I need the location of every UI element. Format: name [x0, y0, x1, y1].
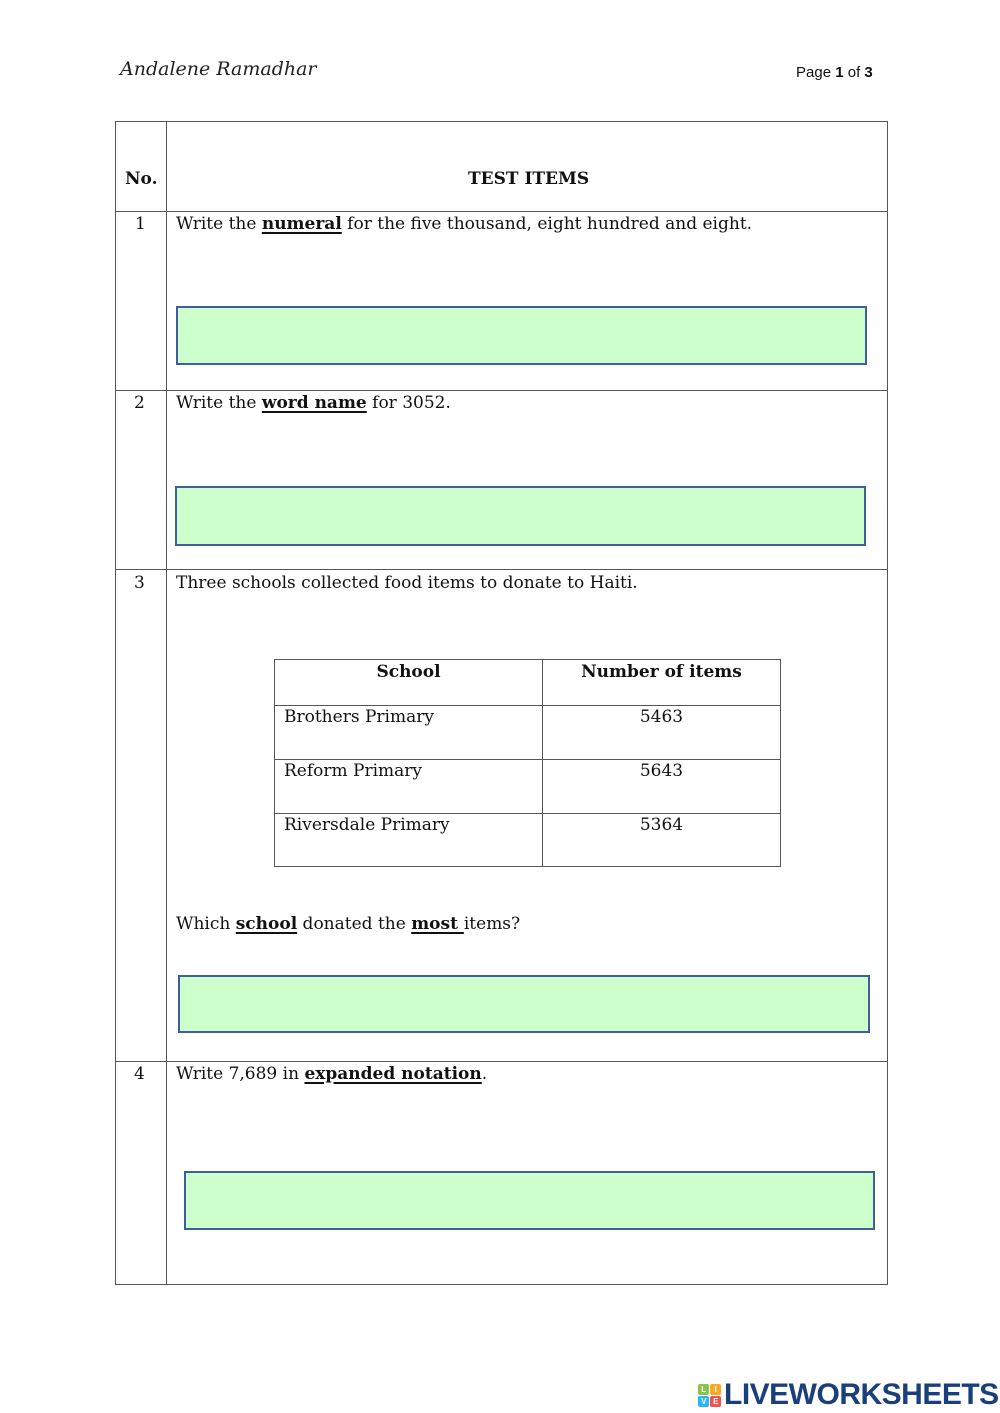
item-number: 1 — [135, 214, 146, 234]
school-header: School — [376, 662, 441, 682]
col-header-items: TEST ITEMS — [468, 169, 590, 189]
answer-input-4[interactable] — [184, 1171, 875, 1230]
question-1: Write the numeral for the five thousand, eight hundred and eight. — [176, 214, 753, 234]
logo-block: E — [710, 1396, 721, 1407]
logo-blocks-icon — [698, 1384, 721, 1407]
logo-text: LIVEWORKSHEETS — [724, 1378, 999, 1411]
question-3: Which school donated the most items? — [176, 914, 521, 934]
items-header: Number of items — [581, 662, 742, 682]
question-2: Write the word name for 3052. — [176, 393, 451, 413]
question-4: Write 7,689 in expanded notation. — [176, 1064, 488, 1084]
answer-input-1[interactable] — [176, 306, 867, 365]
question-3-intro: Three schools collected food items to donate to Haiti. — [176, 573, 638, 593]
author-signature: Andalene Ramadhar — [120, 58, 317, 80]
item-number: 4 — [134, 1064, 145, 1084]
school-name: Riversdale Primary — [284, 815, 450, 835]
answer-input-3[interactable] — [178, 975, 870, 1033]
liveworksheets-logo — [698, 1378, 999, 1412]
item-count: 5463 — [639, 707, 684, 727]
page-number: Page 1 of 3 — [796, 64, 873, 81]
item-number: 3 — [134, 573, 145, 593]
answer-input-2[interactable] — [175, 486, 866, 546]
school-name: Brothers Primary — [284, 707, 434, 727]
item-count: 5364 — [639, 815, 684, 835]
logo-block: V — [698, 1396, 709, 1407]
item-count: 5643 — [639, 761, 684, 781]
school-name: Reform Primary — [284, 761, 423, 781]
item-number: 2 — [134, 393, 145, 413]
logo-block: L — [698, 1384, 709, 1395]
logo-block: I — [710, 1384, 721, 1395]
col-header-no: No. — [125, 169, 158, 189]
